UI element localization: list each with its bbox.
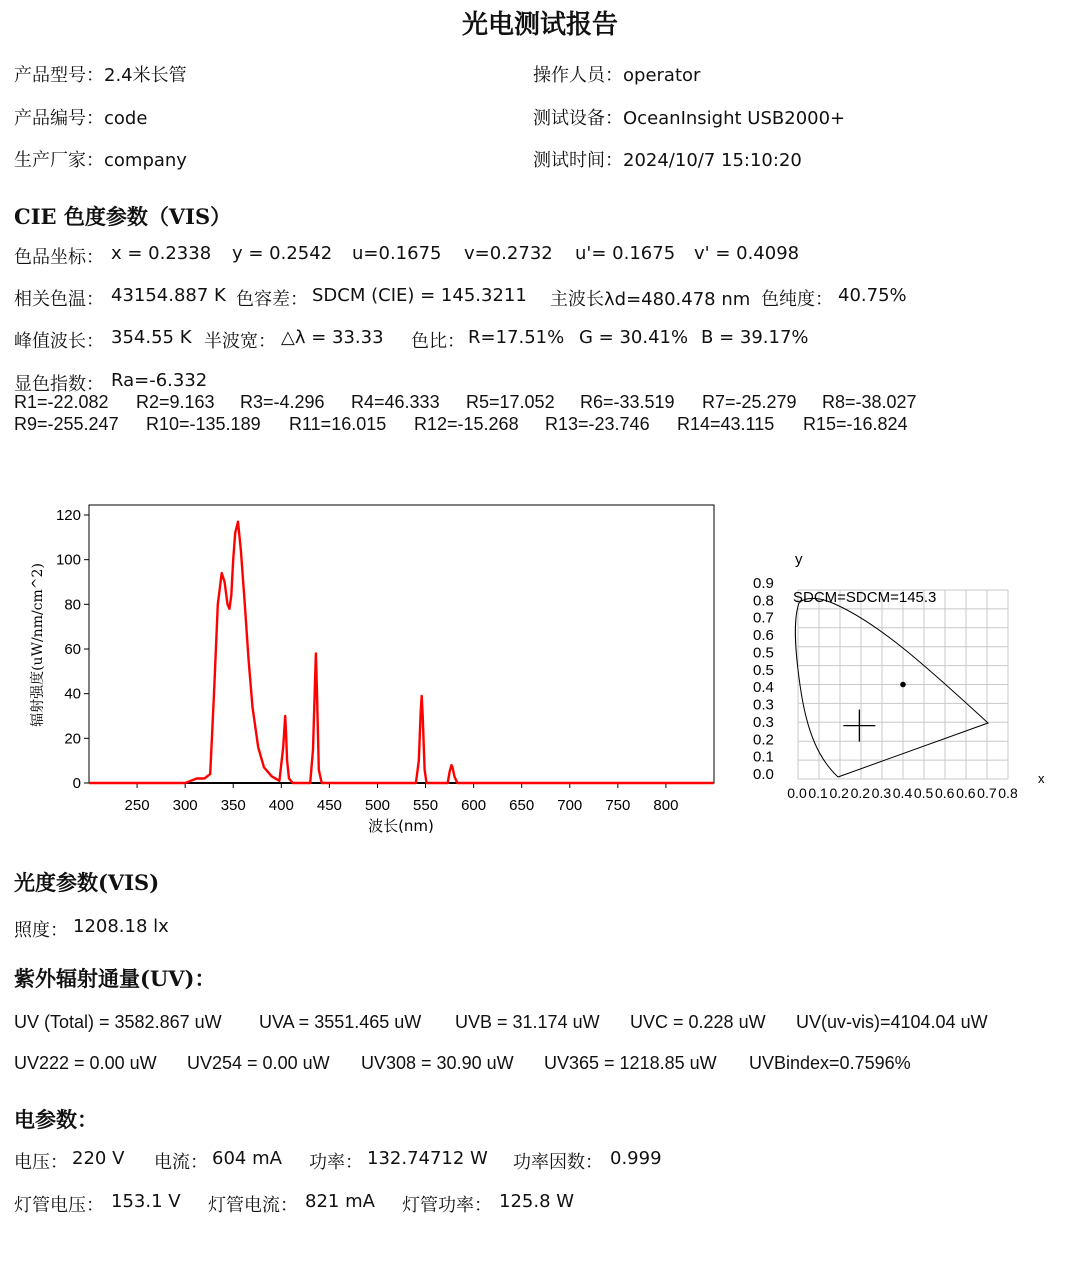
maker-field xyxy=(14,146,187,172)
cri-r10: R10=-135.189 xyxy=(146,414,261,434)
cie-dot-marker xyxy=(900,682,906,688)
device-field xyxy=(533,104,845,130)
x-tick-label: 500 xyxy=(364,797,390,814)
cct-value: 43154.887 K xyxy=(111,285,226,306)
operator-field xyxy=(533,61,700,87)
ratio-b: B = 39.17% xyxy=(701,327,809,348)
cie-u-prime: u'= 0.1675 xyxy=(575,243,676,264)
x-tick-label: 400 xyxy=(268,797,294,814)
uv-heading: 紫外辐射通量(UV)： xyxy=(14,966,216,991)
power-factor-value: 0.999 xyxy=(610,1148,662,1169)
y-tick-label: 0 xyxy=(72,775,81,792)
code-value: code xyxy=(104,108,148,129)
cie-y-tick-label: 0.5 xyxy=(753,644,774,662)
cie-y-tick-label: 0.5 xyxy=(753,661,774,679)
cri-r1: R1=-22.082 xyxy=(14,392,109,412)
purity-label: 色纯度： xyxy=(761,289,833,310)
y-tick-label: 120 xyxy=(55,507,81,524)
tube-current-value: 821 mA xyxy=(305,1191,375,1212)
maker-value: company xyxy=(104,150,187,171)
time-value: 2024/10/7 15:10:20 xyxy=(623,150,802,171)
cie-x-tick-label: 0.6 xyxy=(956,785,976,801)
device-value: OceanInsight USB2000+ xyxy=(623,108,846,129)
cri-r13: R13=-23.746 xyxy=(545,414,650,434)
power-value: 132.74712 W xyxy=(367,1148,488,1169)
uvb: UVB = 31.174 uW xyxy=(455,1012,600,1032)
cie-x-tick-label: 0.4 xyxy=(892,785,913,801)
cri-label: 显色指数： xyxy=(14,374,104,395)
dominant-wavelength: 主波长λd=480.478 nm xyxy=(550,289,751,310)
x-tick-label: 800 xyxy=(653,797,679,814)
cie-x-tick-label: 0.8 xyxy=(998,785,1018,801)
cie-v-prime: v' = 0.4098 xyxy=(694,243,800,264)
illuminance-value: 1208.18 lx xyxy=(73,916,169,937)
time-field xyxy=(533,146,802,172)
x-tick-label: 300 xyxy=(172,797,198,814)
cri-r12: R12=-15.268 xyxy=(414,414,519,434)
ratio-g: G = 30.41% xyxy=(579,327,689,348)
sdcm-label: 色容差： xyxy=(236,289,308,310)
x-tick-label: 450 xyxy=(316,797,342,814)
cie-y-tick-label: 0.7 xyxy=(753,609,774,627)
cie-y-tick-label: 0.9 xyxy=(753,575,774,592)
report-title: 光电测试报告 xyxy=(461,10,618,40)
cri-r9: R9=-255.247 xyxy=(14,414,119,434)
power-factor-label: 功率因数： xyxy=(513,1152,603,1173)
power-label: 功率： xyxy=(309,1152,363,1173)
ratio-label: 色比： xyxy=(411,331,465,352)
cie-x-tick-label: 0.5 xyxy=(913,785,934,801)
cie-y-tick-label: 0.2 xyxy=(753,731,774,749)
x-tick-label: 550 xyxy=(413,797,439,814)
y-tick-label: 100 xyxy=(55,551,81,569)
uv222: UV222 = 0.00 uW xyxy=(14,1053,157,1073)
uv-total: UV (Total) = 3582.867 uW xyxy=(14,1012,222,1032)
electric-heading: 电参数： xyxy=(14,1107,98,1132)
cie-y-tick-label: 0.3 xyxy=(753,696,774,714)
voltage-label: 电压： xyxy=(14,1152,68,1173)
y-tick-label: 20 xyxy=(64,730,81,748)
cri-r5: R5=17.052 xyxy=(466,392,555,412)
x-tick-label: 700 xyxy=(557,797,583,814)
voltage-value: 220 V xyxy=(72,1148,125,1169)
tube-current-label: 灯管电流： xyxy=(208,1195,298,1216)
tube-voltage-value: 153.1 V xyxy=(111,1191,181,1212)
tube-power-label: 灯管功率： xyxy=(402,1195,492,1216)
cie-heading: CIE 色度参数（VIS） xyxy=(14,204,232,229)
cri-r2: R2=9.163 xyxy=(136,392,215,412)
cie-u: u=0.1675 xyxy=(352,243,442,264)
uv-vis: UV(uv-vis)=4104.04 uW xyxy=(796,1012,988,1032)
cri-r8: R8=-38.027 xyxy=(822,392,917,412)
spectrum-plot-frame xyxy=(89,505,714,783)
cie-y: y = 0.2542 xyxy=(232,243,333,264)
cie-y-tick-label: 0.8 xyxy=(753,592,774,610)
operator-label: 操作人员： xyxy=(533,65,623,86)
cie-y-tick-label: 0.4 xyxy=(753,679,774,697)
cie-ylabel: y xyxy=(795,551,803,568)
current-label: 电流： xyxy=(154,1152,208,1173)
ra-value: Ra=-6.332 xyxy=(111,370,208,391)
time-label: 测试时间： xyxy=(533,150,623,171)
illuminance-label: 照度： xyxy=(14,920,68,941)
sdcm-value: SDCM (CIE) = 145.3211 xyxy=(312,285,527,306)
operator-value: operator xyxy=(623,65,701,86)
cie-v: v=0.2732 xyxy=(464,243,553,264)
uvc: UVC = 0.228 uW xyxy=(630,1012,766,1032)
photometric-heading: 光度参数(VIS) xyxy=(14,870,160,895)
cie-x-tick-label: 0.3 xyxy=(871,785,892,801)
spectrum-xlabel: 波长(nm) xyxy=(368,817,434,835)
model-field xyxy=(14,61,187,87)
uv365: UV365 = 1218.85 uW xyxy=(544,1053,717,1073)
cie-sdcm-title: SDCM=SDCM=145.3 xyxy=(793,589,937,606)
tube-power-value: 125.8 W xyxy=(499,1191,575,1212)
cie-x-tick-label: 0.2 xyxy=(850,785,871,801)
cri-r3: R3=-4.296 xyxy=(240,392,325,412)
x-tick-label: 750 xyxy=(605,797,631,814)
spectral-locus xyxy=(795,598,988,777)
tube-voltage-label: 灯管电压： xyxy=(14,1195,104,1216)
spectrum-ylabel: 辐射强度(uW/nm/cm^2) xyxy=(30,563,46,727)
ratio-r: R=17.51% xyxy=(468,327,565,348)
y-tick-label: 80 xyxy=(64,596,81,614)
peak-value: 354.55 K xyxy=(111,327,192,348)
uv254: UV254 = 0.00 uW xyxy=(187,1053,330,1073)
current-value: 604 mA xyxy=(212,1148,282,1169)
cri-r7: R7=-25.279 xyxy=(702,392,797,412)
halfwidth-value: △λ = 33.33 xyxy=(281,327,384,348)
cie-x: x = 0.2338 xyxy=(111,243,212,264)
cri-r15: R15=-16.824 xyxy=(803,414,908,434)
cri-r11: R11=16.015 xyxy=(289,414,387,434)
model-value: 2.4米长管 xyxy=(104,65,187,86)
cie-x-tick-label: 0.2 xyxy=(829,785,849,801)
model-label: 产品型号： xyxy=(14,65,104,86)
peak-label: 峰值波长： xyxy=(14,331,104,352)
x-tick-label: 650 xyxy=(509,797,535,814)
cie-y-tick-label: 0.1 xyxy=(753,748,774,766)
cie-x-tick-label: 0.0 xyxy=(787,785,807,801)
cri-r4: R4=46.333 xyxy=(351,392,440,412)
x-tick-label: 350 xyxy=(220,797,246,814)
x-tick-label: 250 xyxy=(124,797,150,814)
cie-diagram xyxy=(745,545,1055,815)
chroma-coord-label: 色品坐标： xyxy=(14,247,104,268)
uv308: UV308 = 30.90 uW xyxy=(361,1053,514,1073)
cct-label: 相关色温： xyxy=(14,289,104,310)
uva: UVA = 3551.465 uW xyxy=(259,1012,422,1032)
device-label: 测试设备： xyxy=(533,108,623,129)
cie-y-tick-label: 0.6 xyxy=(753,627,774,645)
cie-x-tick-label: 0.7 xyxy=(977,785,997,801)
halfwidth-label: 半波宽： xyxy=(204,331,276,352)
x-tick-label: 600 xyxy=(461,797,487,814)
cie-x-tick-label: 0.1 xyxy=(808,785,828,801)
cie-x-tick-label: 0.6 xyxy=(934,785,955,801)
cri-r6: R6=-33.519 xyxy=(580,392,675,412)
cie-y-tick-label: 0.0 xyxy=(753,766,774,783)
code-label: 产品编号： xyxy=(14,108,104,129)
maker-label: 生产厂家： xyxy=(14,150,104,171)
purity-value: 40.75% xyxy=(838,285,907,306)
cri-r14: R14=43.115 xyxy=(677,414,775,434)
spectrum-chart xyxy=(20,495,730,845)
cie-xlabel: x xyxy=(1038,771,1045,786)
uvb-index: UVBindex=0.7596% xyxy=(749,1053,911,1073)
y-tick-label: 60 xyxy=(64,641,81,658)
code-field xyxy=(14,104,147,130)
y-tick-label: 40 xyxy=(64,685,81,703)
cie-y-tick-label: 0.3 xyxy=(753,713,774,731)
